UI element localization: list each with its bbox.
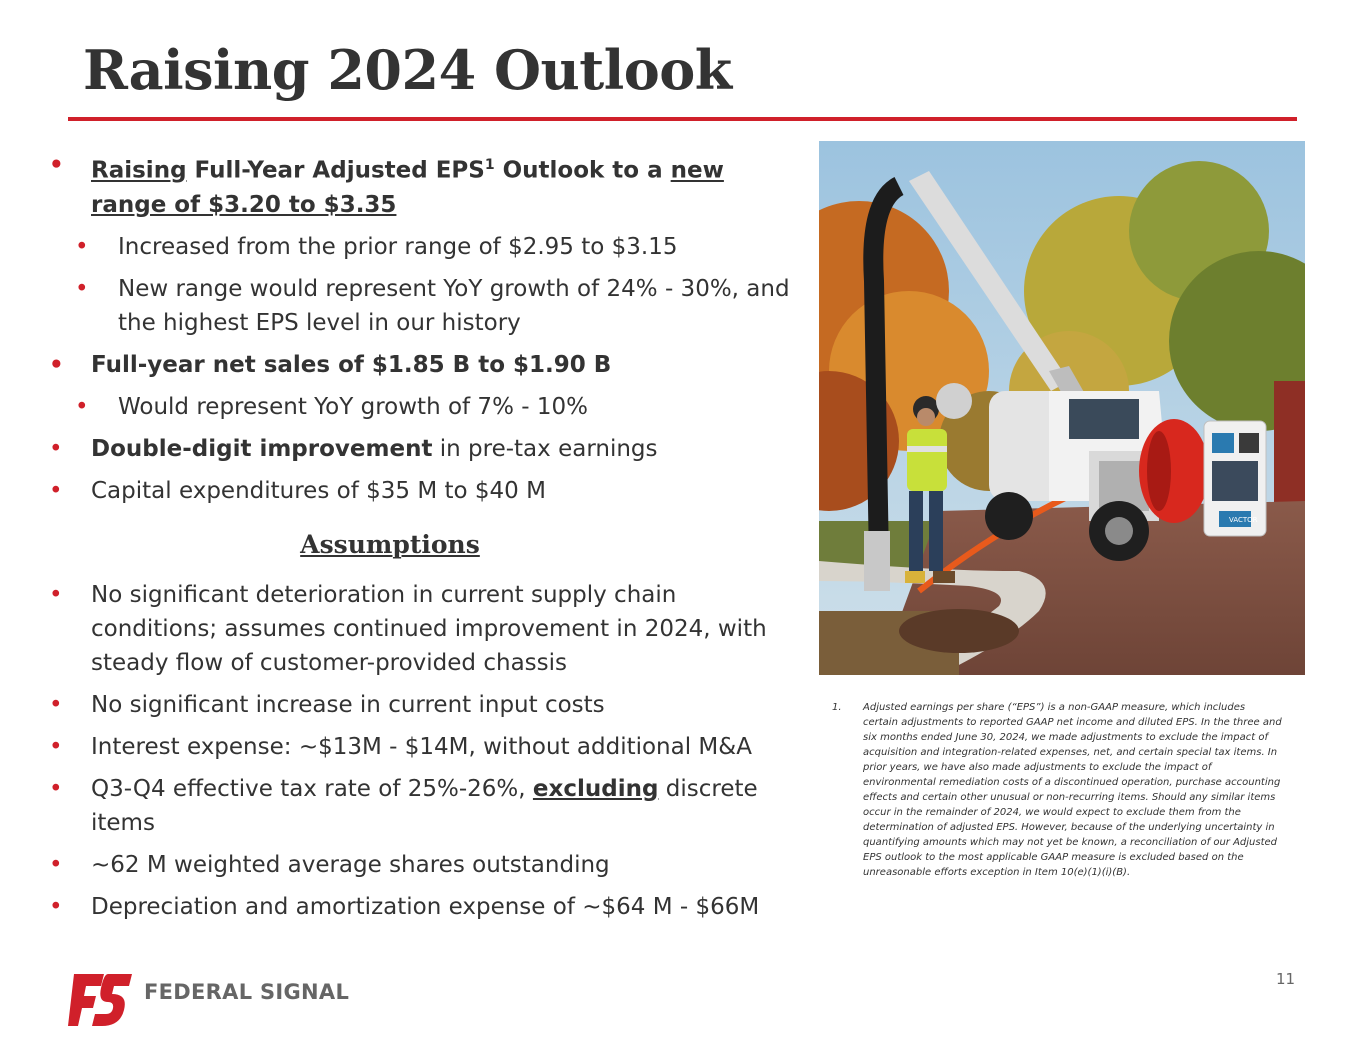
- outlook-text: Outlook to a: [494, 157, 671, 184]
- bullet-eps-outlook: [40, 148, 790, 222]
- bullet-text: Would represent YoY growth of 7% - 10%: [118, 393, 588, 420]
- bullet-text: Increased from the prior range of $2.95 to $3.15: [118, 233, 678, 260]
- bullet-depreciation: [40, 890, 790, 924]
- bullet-input-costs: [40, 688, 790, 722]
- bullet-text: No significant increase in current input costs: [91, 691, 605, 718]
- bullet-pretax: [40, 432, 790, 466]
- bullet-sales-growth: [40, 390, 790, 424]
- footnote-number: 1.: [832, 702, 842, 713]
- bullet-dot: •: [75, 275, 89, 302]
- bullet-shares: [40, 848, 790, 882]
- bullet-capex: [40, 474, 790, 508]
- bullet-dot: •: [49, 351, 64, 378]
- bullet-dot: •: [49, 733, 63, 760]
- title-underline: [68, 117, 1297, 121]
- bullet-text: No significant deterioration in current supply chain conditions; assumes continued improvement in 2024, with steady flow of customer-provided chassis: [91, 581, 767, 676]
- bullet-dot: •: [75, 233, 89, 260]
- bold-text: Double-digit improvement: [91, 435, 433, 462]
- bullet-text: Depreciation and amortization expense of ~$64 M - $66M: [91, 893, 760, 920]
- bullet-dot: •: [49, 477, 63, 504]
- bullet-dot: •: [49, 893, 63, 920]
- bullet-dot: •: [49, 581, 63, 608]
- bullet-dot: •: [49, 775, 63, 802]
- bullet-text: ~62 M weighted average shares outstanding: [91, 851, 610, 878]
- logo-text: FEDERAL SIGNAL: [144, 980, 350, 1004]
- bullet-yoy-growth: [40, 272, 790, 340]
- bullet-text: discrete items: [91, 775, 758, 836]
- bullet-text: Q3-Q4 effective tax rate of 25%-26%,: [91, 775, 533, 802]
- footnote-text: Adjusted earnings per share (“EPS”) is a non-GAAP measure, which includes certain adjustments to reported GAAP net income and diluted EPS. In the three and six months ended June 30, 2024, we made adjustments to exclude the impact of acquisition and integration-related expenses, net, and certain special tax items. In prior years, we have also made adjustments to exclude the impact of environmental remediation costs of a discontinued operation, purchase accounting effects and certain other unusual or non-recurring items. Should any similar items occur in the remainder of 2024, we would expect to exclude them from the determination of adjusted EPS. However, because of the underlying uncertainty in quantifying amounts which may not yet be known, a reconciliation of our Adjusted EPS outlook to the most applicable GAAP measure is excluded based on the unreasonable efforts exception in Item 10(e)(1)(i)(B).: [863, 702, 1282, 878]
- page-number: 11: [1276, 970, 1296, 988]
- bullet-list: [40, 148, 790, 932]
- bullet-supply-chain: [40, 578, 790, 680]
- bullet-text: Interest expense: ~$13M - $14M, without additional M&A: [91, 733, 752, 760]
- bullet-dot: •: [49, 152, 64, 178]
- bullet-dot: •: [49, 851, 63, 878]
- eps-text: Full-Year Adjusted EPS: [186, 157, 485, 184]
- bullet-text: in pre-tax earnings: [432, 435, 658, 462]
- bullet-dot: •: [49, 691, 63, 718]
- vactor-truck-photo: [819, 141, 1305, 675]
- new-range-text: new range of $3.20 to $3.35: [91, 157, 724, 218]
- raising-text: Raising: [91, 157, 187, 184]
- excluding-text: excluding: [532, 775, 659, 802]
- bullet-interest: [40, 730, 790, 764]
- bullet-text: Capital expenditures of $35 M to $40 M: [91, 477, 546, 504]
- bullet-dot: •: [49, 435, 63, 462]
- bullet-prior-range: [40, 230, 790, 264]
- footnote-ref: 1: [484, 157, 495, 173]
- bullet-tax-rate: [40, 772, 790, 840]
- slide-title: Raising 2024 Outlook: [83, 38, 732, 102]
- fs-logo-mark-icon: [68, 970, 134, 1028]
- truck-label: VACTOR: [1229, 516, 1258, 524]
- bullet-dot: •: [75, 393, 89, 420]
- bullet-text: New range would represent YoY growth of 24% - 30%, and the highest EPS level in our history: [118, 275, 790, 336]
- federal-signal-logo: [68, 970, 358, 1028]
- bullet-text: Full-year net sales of $1.85 B to $1.90 B: [91, 351, 612, 378]
- footnote: [832, 700, 1282, 880]
- assumptions-heading: Assumptions: [300, 529, 480, 559]
- bullet-net-sales: [40, 348, 790, 382]
